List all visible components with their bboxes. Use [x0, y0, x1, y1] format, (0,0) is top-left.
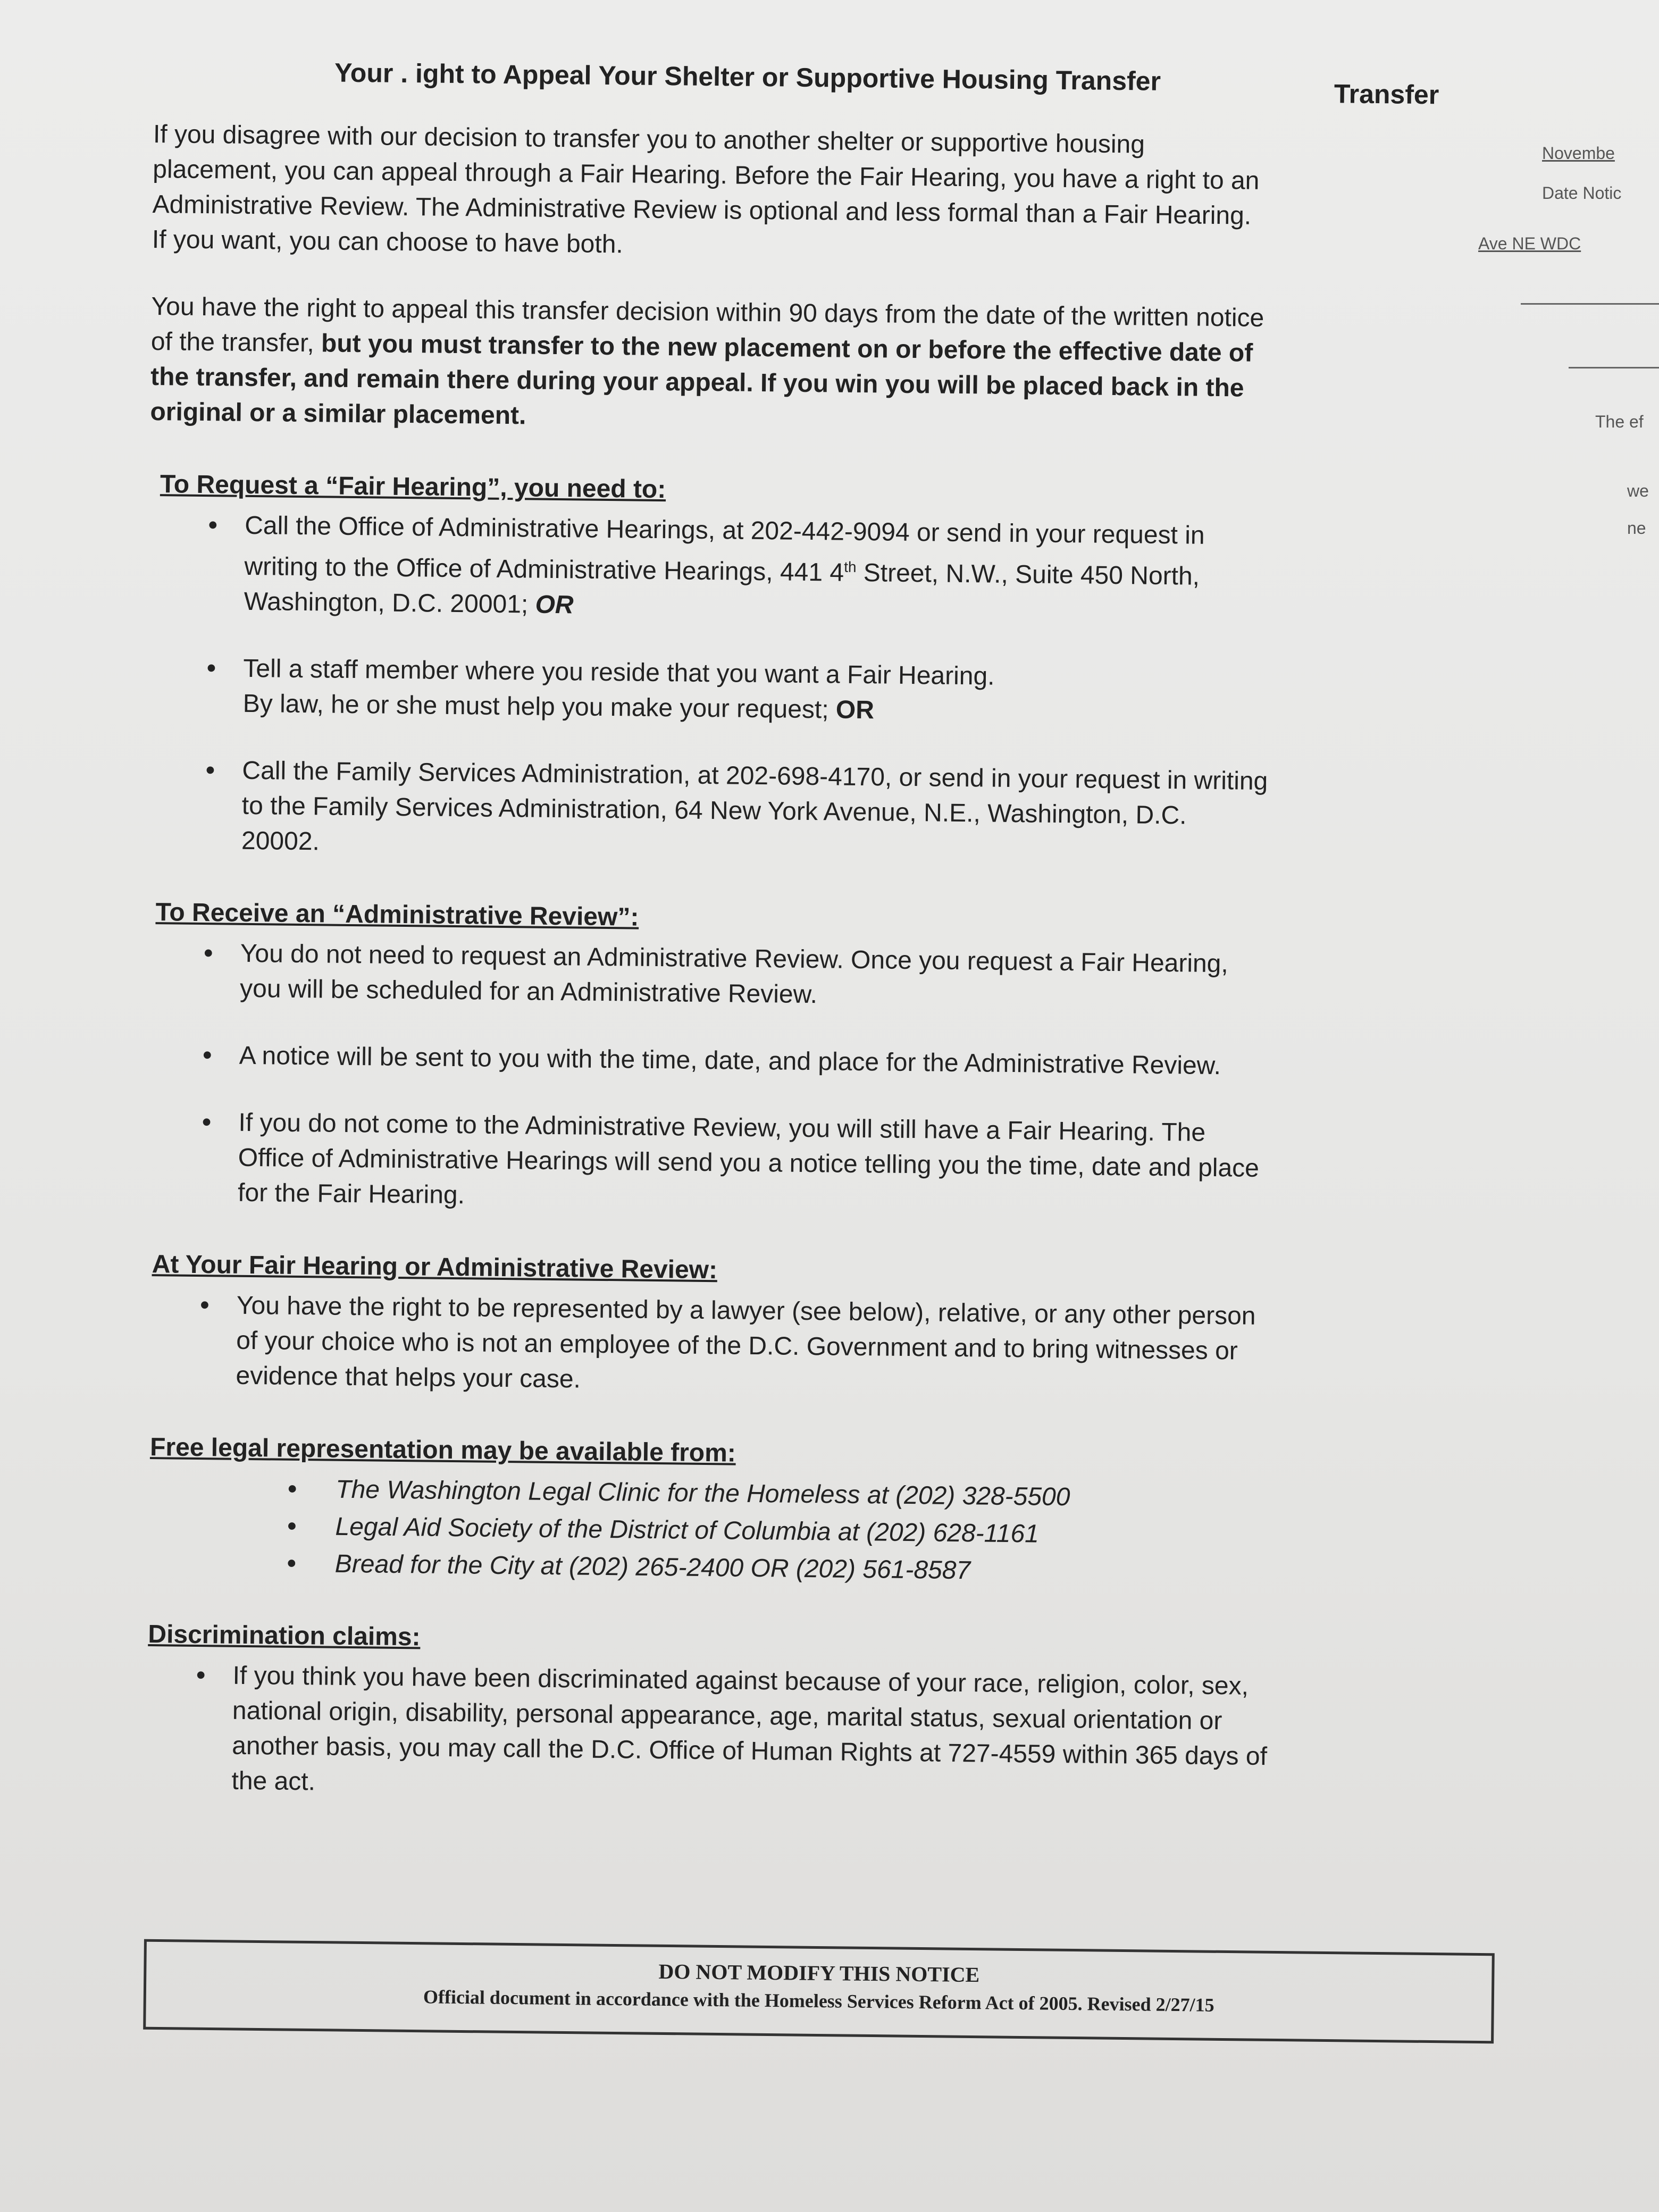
bullet-icon: •	[203, 1041, 212, 1070]
list-item: • Call the Family Services Administration, at 202-698-4170, or send in your request in writing to the Family Services Administration, 64 New York Avenue, N.E., Washington, D.C. 20002.	[199, 753, 1487, 872]
bullet-icon: •	[288, 1474, 297, 1503]
edge-fragment: Novembe	[1542, 144, 1615, 163]
edge-rule	[1569, 367, 1659, 368]
notice-subtitle: Official document in accordance with the Homeless Services Reform Act of 2005. Revised 2/27/15	[423, 1986, 1214, 2016]
list-item: • If you think you have been discriminated against because of your race, religion, color, sex, national origin, disability, personal appearance, age, marital status, sexual orientation or another basis, you may call the D.C. Office of Human Rights at 727-4559 within 365 days of the act.	[189, 1658, 1477, 1812]
bullet-icon: •	[205, 756, 215, 785]
fair-hearing-heading: To Request a “Fair Hearing”, you need to:	[160, 470, 666, 504]
bullet-icon: •	[208, 511, 217, 540]
list-item: • You have the right to be represented by a lawyer (see below), relative, or any other person of your choice who is not an employee of the D.C. Government and to bring witnesses or evidence that helps your case.	[193, 1288, 1481, 1406]
do-not-modify-box	[143, 1939, 1495, 2044]
list-item: • Bread for the City at (202) 265-2400 OR (202) 561-8587	[287, 1546, 1479, 1594]
page-title	[334, 34, 1494, 110]
list-item: • Call the Office of Administrative Hearings, at 202-442-9094 or send in your request in writing to the Office of Administrative Hearings, 441 4th Street, N.W., Suite 450 North, Washington, D.C. 20001; OR	[201, 508, 1489, 632]
list-item: • Legal Aid Society of the District of Columbia at (202) 628-1161	[287, 1509, 1479, 1556]
bullet-icon: •	[204, 939, 213, 968]
legal-help-heading: Free legal representation may be available from:	[149, 1433, 736, 1468]
bullet-icon: •	[287, 1512, 297, 1540]
admin-review-list	[142, 935, 1485, 1224]
bullet-icon: •	[200, 1291, 210, 1320]
notice-title: DO NOT MODIFY THIS NOTICE	[658, 1959, 980, 1987]
discrimination-list	[136, 1657, 1477, 1812]
edge-fragment: Date Notic	[1542, 183, 1622, 203]
list-item: • Tell a staff member where you reside that you want a Fair Hearing. By law, he or she must help you make your request; OR	[200, 651, 1487, 734]
list-item: • The Washington Legal Clinic for the Homeless at (202) 328-5500	[288, 1472, 1479, 1519]
edge-fragment: The ef	[1595, 412, 1644, 431]
appeal-rights-paragraph: You have the right to appeal this transfer decision within 90 days from the date of the written notice of the transfer, but you must transfer to the new placement on or before the effective date of the transfer, and remain there during your appeal. If you win you will be placed back in the original or a similar placement.	[150, 292, 1264, 430]
bullet-icon: •	[196, 1661, 206, 1690]
fair-hearing-list	[146, 507, 1489, 872]
at-hearing-heading: At Your Fair Hearing or Administrative Review:	[152, 1250, 718, 1285]
at-hearing-list	[140, 1287, 1481, 1406]
list-item: • A notice will be sent to you with the time, date, and place for the Administrative Review.	[197, 1038, 1484, 1086]
bullet-icon: •	[202, 1108, 212, 1137]
title-main: Your . ight to Appeal Your Shelter or Supportive Housing Transfer	[334, 57, 1161, 96]
legal-help-list	[138, 1470, 1479, 1594]
edge-fragment: Ave NE WDC	[1478, 234, 1581, 253]
edge-fragment: we	[1627, 481, 1649, 500]
intro-paragraph: If you disagree with our decision to transfer you to another shelter or supportive housing placement, you can appeal through a Fair Hearing. Before the Fair Hearing, you have a right to an Administrative Review. The Administrative Review is optional and less formal than a Fair Hearing. If you want, you can choose to have both.	[152, 120, 1260, 259]
bullet-icon: •	[287, 1549, 296, 1578]
notice-page	[136, 32, 1494, 1812]
list-item: • If you do not come to the Administrative Review, you will still have a Fair Hearing. The Office of Administrative Hearings will send you a notice telling you the time, date and place for the Fair Hearing.	[195, 1105, 1483, 1224]
admin-review-heading: To Receive an “Administrative Review”:	[155, 898, 639, 932]
list-item: • You do not need to request an Administrative Review. Once you request a Fair Hearing, you will be scheduled for an Administrative Review.	[197, 936, 1485, 1019]
title-extra: Transfer	[1334, 79, 1439, 110]
edge-fragment: ne	[1627, 518, 1646, 538]
edge-rule	[1521, 303, 1659, 305]
bullet-icon: •	[206, 654, 216, 683]
discrimination-heading: Discrimination claims:	[148, 1620, 421, 1652]
